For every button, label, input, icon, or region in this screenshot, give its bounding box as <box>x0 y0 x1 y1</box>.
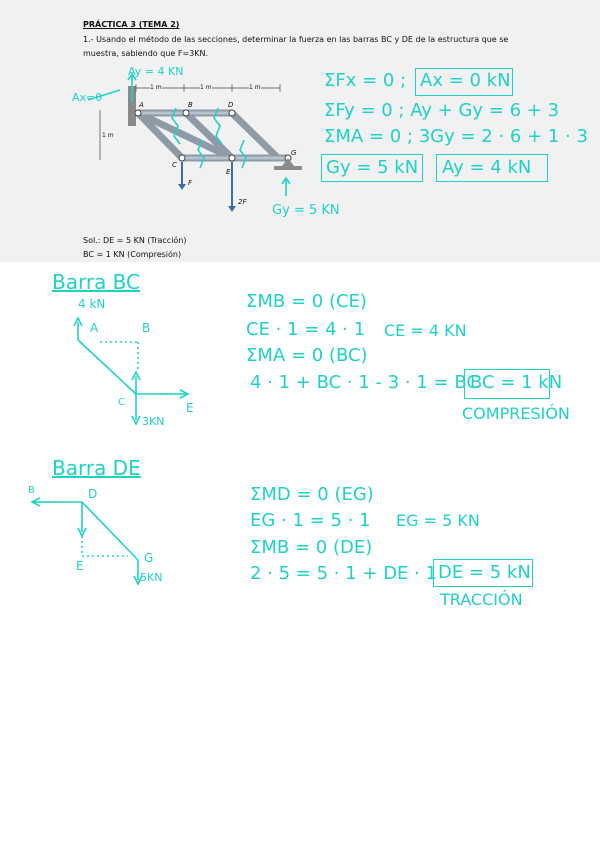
hw-eq-sumfy: ΣFy = 0 ; Ay + Gy = 6 + 3 <box>324 100 560 121</box>
bc-label-e: E <box>186 401 194 415</box>
section-title-de: Barra DE <box>52 456 141 480</box>
de-note: TRACCIÓN <box>440 590 523 609</box>
label-f: F <box>188 179 193 187</box>
label-g: G <box>291 149 297 157</box>
bc-eq-1: ΣMB = 0 (CE) <box>246 291 367 312</box>
hw-eq-suma: ΣMA = 0 ; 3Gy = 2 · 6 + 1 · 3 <box>324 126 588 147</box>
bc-eq-3: ΣMA = 0 (BC) <box>246 345 368 366</box>
de-label-d: D <box>88 487 98 501</box>
hw-ay: Ay = 4 KN <box>128 65 184 78</box>
solution-bc: BC = 1 KN (Compresión) <box>83 250 182 259</box>
bc-down-load: 3KN <box>142 415 165 428</box>
label-b: B <box>188 101 193 109</box>
solution-de: Sol.: DE = 5 KN (Tracción) <box>83 236 187 245</box>
hw-gy: Gy = 5 KN <box>272 203 340 218</box>
dim-h: 1 m <box>102 132 114 139</box>
de-eq-3: ΣMB = 0 (DE) <box>250 537 373 558</box>
bc-label-a: A <box>90 321 99 335</box>
de-label-g: G <box>144 551 154 565</box>
de-result: DE = 5 kN <box>438 562 531 583</box>
practice-title: PRÁCTICA 3 (TEMA 2) <box>83 20 180 29</box>
bc-eq-2b: CE = 4 KN <box>384 321 467 340</box>
de-eq-4: 2 · 5 = 5 · 1 + DE · 1 <box>250 563 438 584</box>
de-label-b: B <box>28 485 35 496</box>
hw-eq-sumfx: ΣFx = 0 ; <box>324 70 407 91</box>
label-2f: 2F <box>238 198 247 206</box>
bc-force-label: 4 kN <box>78 297 106 311</box>
hw-ax: Ax=0 <box>72 91 103 104</box>
de-eq-2: EG · 1 = 5 · 1 <box>250 510 371 531</box>
bc-result: BC = 1 kN <box>470 372 563 393</box>
dim-2: 1 m <box>200 81 212 95</box>
de-label-e: E <box>76 559 84 573</box>
bc-label-b: B <box>142 321 151 335</box>
section-title-bc: Barra BC <box>52 270 141 294</box>
bc-eq-2: CE · 1 = 4 · 1 <box>246 319 366 340</box>
bc-note: COMPRESIÓN <box>462 404 570 423</box>
label-a: A <box>139 101 144 109</box>
dim-3: 1 m <box>249 81 261 95</box>
bc-label-c: C <box>118 397 125 408</box>
label-e: E <box>226 168 231 176</box>
label-c: C <box>172 161 177 169</box>
hw-eq-ay-result: Ay = 4 kN <box>442 157 532 178</box>
bc-eq-4: 4 · 1 + BC · 1 - 3 · 1 = BC <box>250 372 479 393</box>
de-down-load: 5KN <box>140 571 163 584</box>
hw-eq-ax-result: Ax = 0 kN <box>420 70 511 91</box>
problem-statement: 1.- Usando el método de las secciones, determinar la fuerza en las barras BC y DE de la estructura que se muestra, sabiendo que F=3KN. <box>83 35 509 58</box>
hw-eq-gy-result: Gy = 5 kN <box>326 157 419 178</box>
de-eq-2b: EG = 5 KN <box>396 511 480 530</box>
dim-1: 1 m <box>150 81 162 95</box>
de-eq-1: ΣMD = 0 (EG) <box>250 484 374 505</box>
label-d: D <box>228 101 234 109</box>
